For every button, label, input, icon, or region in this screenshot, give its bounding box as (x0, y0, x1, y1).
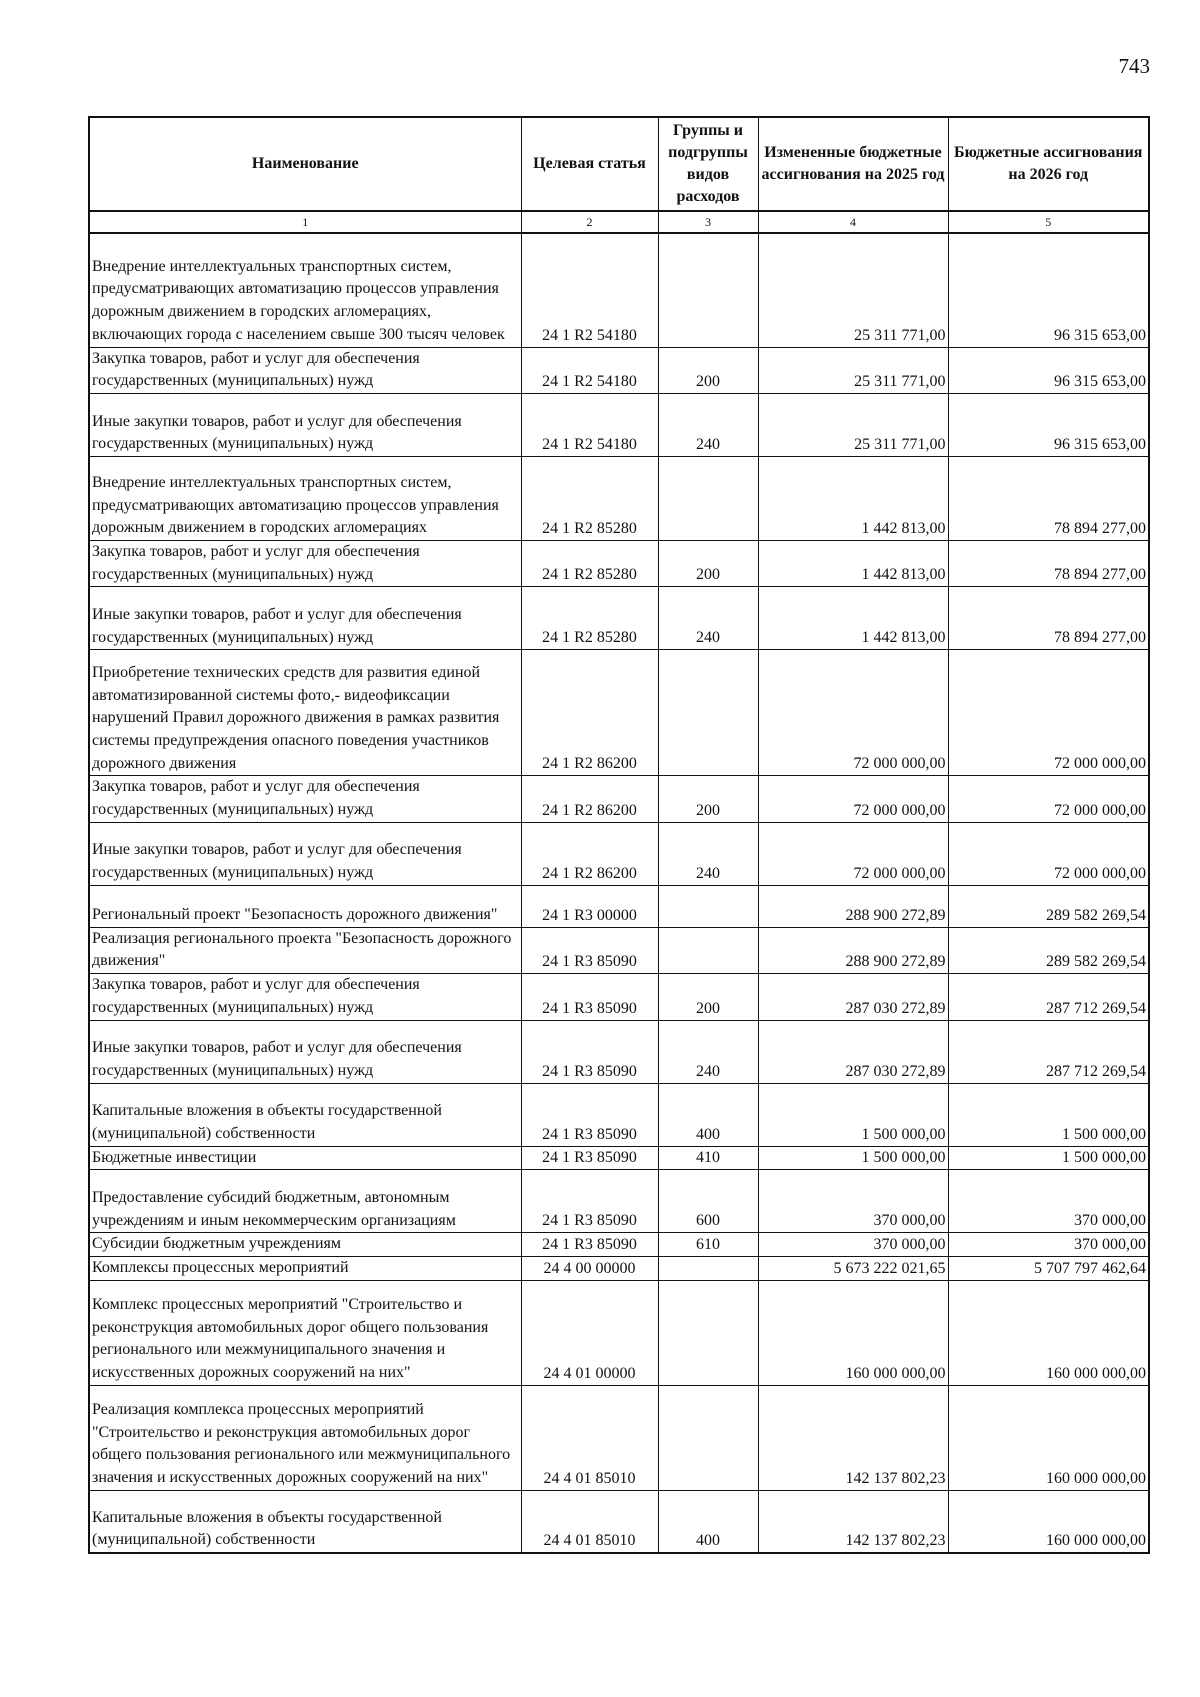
amount-2025-cell: 288 900 272,89 (758, 927, 948, 973)
expense-group-cell: 400 (658, 1083, 758, 1146)
target-article-cell: 24 1 R3 85090 (521, 1170, 658, 1233)
amount-2025-cell: 288 900 272,89 (758, 885, 948, 927)
target-article-cell: 24 1 R3 85090 (521, 1146, 658, 1170)
table-row (89, 1170, 1149, 1233)
table-row (89, 347, 1149, 393)
table-row (89, 1256, 1149, 1280)
row-name-cell: Капитальные вложения в объекты государственной (муниципальной) собственности (89, 1083, 521, 1146)
amount-2026-cell: 289 582 269,54 (948, 927, 1149, 973)
amount-2025-cell: 25 311 771,00 (758, 393, 948, 456)
row-name-cell: Реализация регионального проекта "Безопасность дорожного движения" (89, 927, 521, 973)
header-expense-group: Группы и подгруппы видов расходов (658, 117, 758, 211)
target-article-cell: 24 4 01 00000 (521, 1280, 658, 1385)
amount-2025-cell: 370 000,00 (758, 1170, 948, 1233)
row-name-cell: Иные закупки товаров, работ и услуг для обеспечения государственных (муниципальных) нужд (89, 1020, 521, 1083)
row-name-cell: Внедрение интеллектуальных транспортных систем, предусматривающих автоматизацию процессов управления дорожным движением в городских агломерациях, включающих города с населением свыше 300 тысяч человек (89, 233, 521, 347)
amount-2025-cell: 1 500 000,00 (758, 1083, 948, 1146)
column-number: 1 (89, 211, 521, 233)
table-row (89, 587, 1149, 650)
row-name-cell: Иные закупки товаров, работ и услуг для обеспечения государственных (муниципальных) нужд (89, 393, 521, 456)
column-number-row (89, 211, 1149, 233)
row-name-cell: Капитальные вложения в объекты государственной (муниципальной) собственности (89, 1490, 521, 1553)
table-row (89, 927, 1149, 973)
table-row (89, 1146, 1149, 1170)
amount-2026-cell: 96 315 653,00 (948, 347, 1149, 393)
table-row (89, 974, 1149, 1020)
amount-2025-cell: 72 000 000,00 (758, 650, 948, 776)
row-name-cell: Закупка товаров, работ и услуг для обеспечения государственных (муниципальных) нужд (89, 540, 521, 586)
target-article-cell: 24 1 R2 86200 (521, 776, 658, 822)
expense-group-cell (658, 456, 758, 540)
expense-group-cell: 240 (658, 1020, 758, 1083)
header-appropriations-2026: Бюджетные ассигнования на 2026 год (948, 117, 1149, 211)
amount-2025-cell: 1 442 813,00 (758, 456, 948, 540)
amount-2025-cell: 5 673 222 021,65 (758, 1256, 948, 1280)
table-row (89, 885, 1149, 927)
table-row (89, 1280, 1149, 1385)
amount-2026-cell: 1 500 000,00 (948, 1146, 1149, 1170)
target-article-cell: 24 1 R2 85280 (521, 456, 658, 540)
target-article-cell: 24 1 R2 54180 (521, 233, 658, 347)
expense-group-cell (658, 927, 758, 973)
row-name-cell: Комплекс процессных мероприятий "Строительство и реконструкция автомобильных дорог общего пользования регионального или межмуниципального значения и искусственных дорожных сооружений на них" (89, 1280, 521, 1385)
header-appropriations-2025: Измененные бюджетные ассигнования на 2025 год (758, 117, 948, 211)
expense-group-cell: 200 (658, 974, 758, 1020)
amount-2026-cell: 287 712 269,54 (948, 974, 1149, 1020)
expense-group-cell (658, 1385, 758, 1490)
amount-2025-cell: 287 030 272,89 (758, 974, 948, 1020)
expense-group-cell (658, 650, 758, 776)
amount-2026-cell: 5 707 797 462,64 (948, 1256, 1149, 1280)
amount-2026-cell: 160 000 000,00 (948, 1385, 1149, 1490)
amount-2026-cell: 96 315 653,00 (948, 233, 1149, 347)
expense-group-cell (658, 885, 758, 927)
amount-2025-cell: 25 311 771,00 (758, 347, 948, 393)
amount-2025-cell: 287 030 272,89 (758, 1020, 948, 1083)
row-name-cell: Комплексы процессных мероприятий (89, 1256, 521, 1280)
target-article-cell: 24 1 R3 85090 (521, 1020, 658, 1083)
page-number: 743 (1118, 54, 1150, 78)
row-name-cell: Иные закупки товаров, работ и услуг для обеспечения государственных (муниципальных) нужд (89, 587, 521, 650)
header-name: Наименование (89, 117, 521, 211)
target-article-cell: 24 1 R2 54180 (521, 347, 658, 393)
expense-group-cell: 240 (658, 822, 758, 885)
amount-2026-cell: 78 894 277,00 (948, 587, 1149, 650)
table-row (89, 822, 1149, 885)
amount-2026-cell: 72 000 000,00 (948, 776, 1149, 822)
table-row (89, 650, 1149, 776)
amount-2026-cell: 78 894 277,00 (948, 456, 1149, 540)
expense-group-cell: 200 (658, 347, 758, 393)
target-article-cell: 24 1 R3 85090 (521, 974, 658, 1020)
amount-2026-cell: 287 712 269,54 (948, 1020, 1149, 1083)
row-name-cell: Закупка товаров, работ и услуг для обеспечения государственных (муниципальных) нужд (89, 347, 521, 393)
target-article-cell: 24 1 R2 86200 (521, 822, 658, 885)
column-number: 4 (758, 211, 948, 233)
target-article-cell: 24 4 01 85010 (521, 1385, 658, 1490)
target-article-cell: 24 1 R2 85280 (521, 587, 658, 650)
table-row (89, 776, 1149, 822)
expense-group-cell: 600 (658, 1170, 758, 1233)
table-row (89, 1385, 1149, 1490)
row-name-cell: Реализация комплекса процессных мероприятий "Строительство и реконструкция автомобильных дорог общего пользования регионального или межмуниципального значения и искусственных дорожных сооружений на них" (89, 1385, 521, 1490)
table-row (89, 1233, 1149, 1257)
row-name-cell: Приобретение технических средств для развития единой автоматизированной системы фото,- видеофиксации нарушений Правил дорожного движения в рамках развития системы предупреждения опасного поведения участников дорожного движения (89, 650, 521, 776)
amount-2026-cell: 72 000 000,00 (948, 650, 1149, 776)
table-row (89, 1020, 1149, 1083)
expense-group-cell (658, 1280, 758, 1385)
expense-group-cell: 200 (658, 776, 758, 822)
row-name-cell: Бюджетные инвестиции (89, 1146, 521, 1170)
expense-group-cell: 240 (658, 393, 758, 456)
amount-2025-cell: 1 442 813,00 (758, 587, 948, 650)
amount-2026-cell: 160 000 000,00 (948, 1280, 1149, 1385)
expense-group-cell: 410 (658, 1146, 758, 1170)
amount-2025-cell: 72 000 000,00 (758, 822, 948, 885)
expense-group-cell: 610 (658, 1233, 758, 1257)
column-number: 3 (658, 211, 758, 233)
target-article-cell: 24 1 R3 85090 (521, 927, 658, 973)
amount-2026-cell: 96 315 653,00 (948, 393, 1149, 456)
row-name-cell: Закупка товаров, работ и услуг для обеспечения государственных (муниципальных) нужд (89, 974, 521, 1020)
row-name-cell: Субсидии бюджетным учреждениям (89, 1233, 521, 1257)
row-name-cell: Предоставление субсидий бюджетным, автономным учреждениям и иным некоммерческим организациям (89, 1170, 521, 1233)
table-row (89, 393, 1149, 456)
row-name-cell: Региональный проект "Безопасность дорожного движения" (89, 885, 521, 927)
column-number: 2 (521, 211, 658, 233)
table-row (89, 1083, 1149, 1146)
row-name-cell: Внедрение интеллектуальных транспортных систем, предусматривающих автоматизацию процессов управления дорожным движением в городских агломерациях (89, 456, 521, 540)
amount-2026-cell: 370 000,00 (948, 1170, 1149, 1233)
amount-2025-cell: 1 442 813,00 (758, 540, 948, 586)
amount-2026-cell: 370 000,00 (948, 1233, 1149, 1257)
target-article-cell: 24 1 R3 00000 (521, 885, 658, 927)
target-article-cell: 24 4 00 00000 (521, 1256, 658, 1280)
expense-group-cell: 200 (658, 540, 758, 586)
amount-2025-cell: 25 311 771,00 (758, 233, 948, 347)
amount-2025-cell: 370 000,00 (758, 1233, 948, 1257)
table-row (89, 1490, 1149, 1553)
table-body (89, 233, 1149, 1553)
target-article-cell: 24 4 01 85010 (521, 1490, 658, 1553)
expense-group-cell (658, 233, 758, 347)
amount-2026-cell: 78 894 277,00 (948, 540, 1149, 586)
amount-2025-cell: 142 137 802,23 (758, 1385, 948, 1490)
row-name-cell: Иные закупки товаров, работ и услуг для обеспечения государственных (муниципальных) нужд (89, 822, 521, 885)
amount-2025-cell: 72 000 000,00 (758, 776, 948, 822)
amount-2026-cell: 72 000 000,00 (948, 822, 1149, 885)
amount-2025-cell: 1 500 000,00 (758, 1146, 948, 1170)
amount-2025-cell: 160 000 000,00 (758, 1280, 948, 1385)
table-row (89, 233, 1149, 347)
expense-group-cell: 240 (658, 587, 758, 650)
row-name-cell: Закупка товаров, работ и услуг для обеспечения государственных (муниципальных) нужд (89, 776, 521, 822)
target-article-cell: 24 1 R2 54180 (521, 393, 658, 456)
target-article-cell: 24 1 R2 86200 (521, 650, 658, 776)
target-article-cell: 24 1 R2 85280 (521, 540, 658, 586)
budget-table (88, 116, 1150, 1554)
header-target-article: Целевая статья (521, 117, 658, 211)
expense-group-cell (658, 1256, 758, 1280)
amount-2026-cell: 160 000 000,00 (948, 1490, 1149, 1553)
table-row (89, 540, 1149, 586)
amount-2026-cell: 1 500 000,00 (948, 1083, 1149, 1146)
target-article-cell: 24 1 R3 85090 (521, 1083, 658, 1146)
expense-group-cell: 400 (658, 1490, 758, 1553)
amount-2025-cell: 142 137 802,23 (758, 1490, 948, 1553)
column-number: 5 (948, 211, 1149, 233)
target-article-cell: 24 1 R3 85090 (521, 1233, 658, 1257)
amount-2026-cell: 289 582 269,54 (948, 885, 1149, 927)
table-row (89, 456, 1149, 540)
